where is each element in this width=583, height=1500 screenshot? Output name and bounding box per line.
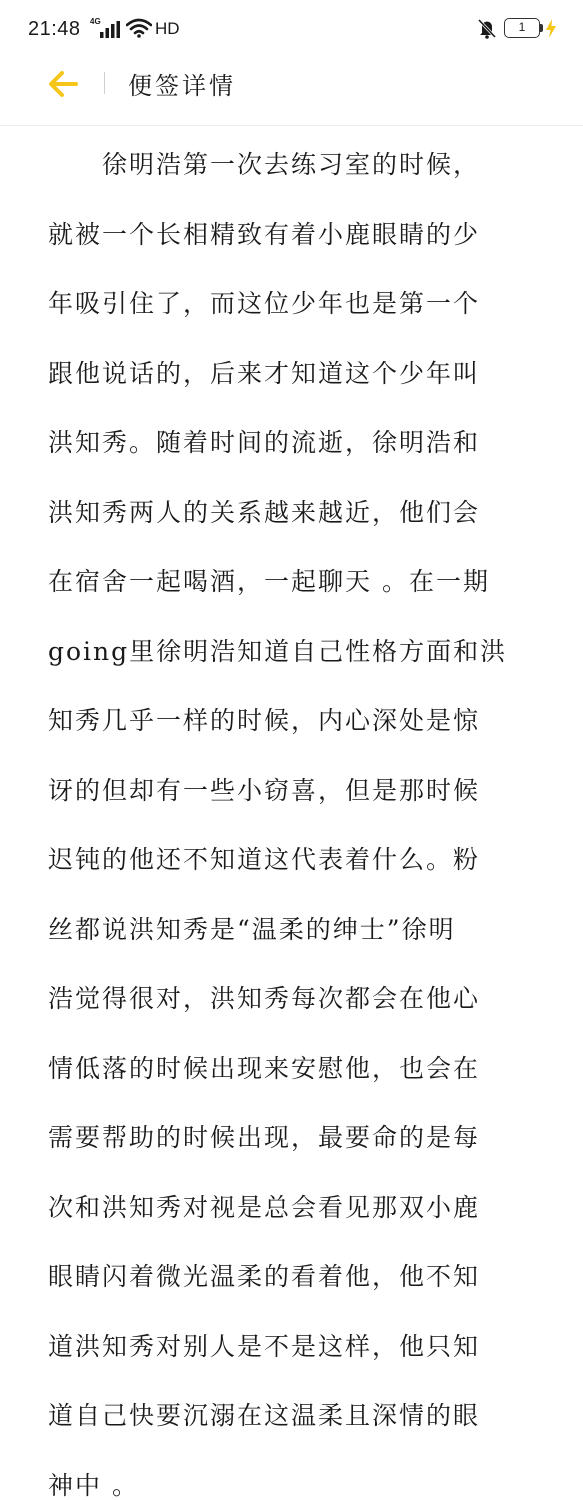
battery-icon [504, 18, 540, 38]
note-line: 跟他说话的，后来才知道这个少年叫 [48, 358, 481, 388]
title-bar [0, 58, 583, 126]
battery-level: 1 [518, 20, 526, 34]
note-line: 讶的但却有一些小窃喜，但是那时候 [48, 775, 481, 805]
network-type-label: 4G [90, 17, 101, 26]
title-divider [104, 72, 105, 94]
note-content[interactable] [48, 130, 548, 1500]
note-line: 情低落的时候出现来安慰他，也会在 [48, 1053, 481, 1083]
note-line: 洪知秀两人的关系越来越近，他们会 [48, 497, 481, 527]
status-time: 21:48 [28, 18, 81, 40]
note-line: 迟钝的他还不知道这代表着什么。粉 [48, 845, 481, 874]
note-line: 神中 。 [48, 1470, 139, 1500]
status-bar [0, 0, 583, 58]
note-line: 道自己快要沉溺在这温柔且深情的眼 [48, 1401, 481, 1430]
hd-label: HD [155, 19, 180, 38]
signal-bars-icon [100, 21, 120, 38]
signal-icon [90, 17, 120, 39]
wifi-icon [126, 18, 152, 38]
back-button[interactable] [44, 66, 84, 102]
note-line: 徐明浩第一次去练习室的时候， [48, 150, 481, 179]
note-line: 眼睛闪着微光温柔的看着他，他不知 [48, 1262, 481, 1291]
note-line: 需要帮助的时候出现，最要命的是每 [48, 1123, 481, 1152]
note-line: 知秀几乎一样的时候，内心深处是惊 [48, 706, 481, 735]
note-line: 次和洪知秀对视是总会看见那双小鹿 [48, 1192, 481, 1222]
note-line: 洪知秀。随着时间的流逝，徐明浩和 [48, 428, 481, 457]
arrow-left-icon [44, 66, 84, 102]
note-line: 在宿舍一起喝酒，一起聊天 。在一期 [48, 567, 490, 596]
charging-icon [545, 19, 557, 38]
note-line: 年吸引住了，而这位少年也是第一个 [48, 289, 481, 318]
mute-icon [476, 17, 498, 39]
note-line: 浩觉得很对，洪知秀每次都会在他心 [48, 984, 481, 1013]
page-title: 便签详情 [128, 72, 236, 100]
note-line: 丝都说洪知秀是“温柔的绅士”徐明 [48, 914, 456, 944]
note-line: going里徐明浩知道自己性格方面和洪 [48, 636, 508, 666]
note-line: 就被一个长相精致有着小鹿眼睛的少 [48, 219, 481, 249]
battery-tip [540, 24, 543, 32]
note-line: 道洪知秀对别人是不是这样，他只知 [48, 1331, 481, 1361]
